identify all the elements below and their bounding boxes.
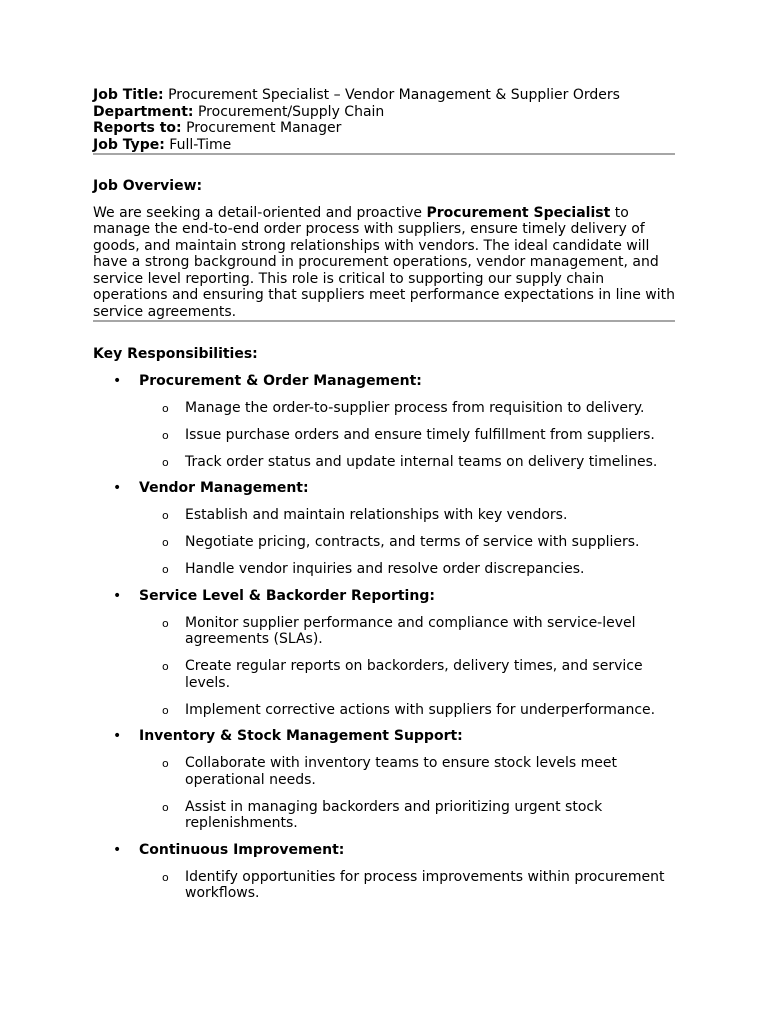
responsibility-section xyxy=(93,480,675,578)
hollow-bullet-icon: o xyxy=(162,800,169,814)
reports-to-line xyxy=(93,120,675,137)
list-item xyxy=(139,702,675,719)
responsibility-items xyxy=(139,755,675,832)
list-item-text: Issue purchase orders and ensure timely fulfillment from suppliers. xyxy=(185,426,655,443)
responsibility-section-title: Service Level & Backorder Reporting: xyxy=(139,587,435,604)
list-item xyxy=(139,869,675,902)
overview-heading: Job Overview: xyxy=(93,178,203,194)
list-item-text: Track order status and update internal teams on delivery timelines. xyxy=(185,453,658,470)
list-item-text: Collaborate with inventory teams to ensure stock levels meet operational needs. xyxy=(185,755,617,788)
list-item-text: Establish and maintain relationships with key vendors. xyxy=(185,507,568,523)
list-item-text: Implement corrective actions with suppliers for underperformance. xyxy=(185,701,656,718)
list-item-text: Manage the order-to-supplier process from requisition to delivery. xyxy=(185,399,645,416)
responsibility-section xyxy=(93,728,675,832)
responsibility-section-title: Continuous Improvement: xyxy=(139,841,345,858)
responsibility-section-title: Inventory & Stock Management Support: xyxy=(139,728,463,744)
list-item xyxy=(139,507,675,524)
hollow-bullet-icon: o xyxy=(162,536,169,549)
job-type-line xyxy=(93,137,675,154)
responsibility-section-title: Vendor Management: xyxy=(139,480,309,496)
hollow-bullet-icon: o xyxy=(162,428,169,442)
list-item xyxy=(139,534,675,551)
reports-to-value: Procurement Manager xyxy=(181,120,342,136)
responsibilities-heading: Key Responsibilities: xyxy=(93,346,258,362)
divider xyxy=(93,320,675,322)
overview-text-start: We are seeking a detail-oriented and proactive xyxy=(93,204,427,221)
hollow-bullet-icon: o xyxy=(162,703,169,717)
department-value: Procurement/Supply Chain xyxy=(193,103,385,120)
list-item-text: Create regular reports on backorders, delivery times, and service levels. xyxy=(185,658,643,691)
job-title-value: Procurement Specialist – Vendor Management & Supplier Orders xyxy=(163,87,620,103)
list-item xyxy=(139,799,675,832)
responsibility-section xyxy=(93,588,675,719)
responsibility-section xyxy=(93,842,675,902)
hollow-bullet-icon: o xyxy=(162,563,169,576)
hollow-bullet-icon: o xyxy=(162,757,169,770)
job-title-line xyxy=(93,87,675,104)
list-item xyxy=(139,561,675,578)
divider xyxy=(93,153,675,155)
job-type-value: Full-Time xyxy=(164,136,232,153)
reports-to-label: Reports to: xyxy=(93,120,182,136)
overview-text-end: to manage the end-to-end order process with suppliers, ensure timely delivery of goods, and maintain strong relationships with vendors. The ideal candidate will have a strong background in procurement operations, vendor management, and service level reporting. This role is critical to supporting our supply chain operations and ensuring that suppliers meet performance expectations in line with service agreements. xyxy=(93,204,675,320)
bullet-icon: • xyxy=(113,480,122,496)
hollow-bullet-icon: o xyxy=(162,616,169,630)
department-label: Department: xyxy=(93,103,194,120)
bullet-icon: • xyxy=(113,372,122,389)
list-item-text: Negotiate pricing, contracts, and terms of service with suppliers. xyxy=(185,534,640,550)
responsibility-items xyxy=(139,400,675,471)
list-item xyxy=(139,454,675,471)
list-item xyxy=(139,615,675,648)
responsibility-items xyxy=(139,615,675,719)
overview-role-name: Procurement Specialist xyxy=(426,204,611,221)
list-item xyxy=(139,400,675,417)
bullet-icon: • xyxy=(113,587,122,604)
job-type-label: Job Type: xyxy=(93,136,165,153)
list-item-text: Assist in managing backorders and prioritizing urgent stock replenishments. xyxy=(185,798,603,831)
hollow-bullet-icon: o xyxy=(162,455,169,469)
bullet-icon: • xyxy=(113,841,122,858)
list-item xyxy=(139,427,675,444)
responsibilities-list xyxy=(93,373,675,902)
responsibility-items xyxy=(139,507,675,578)
list-item xyxy=(139,658,675,691)
list-item-text: Monitor supplier performance and compliance with service-level agreements (SLAs). xyxy=(185,614,636,647)
job-title-label: Job Title: xyxy=(93,87,164,103)
hollow-bullet-icon: o xyxy=(162,401,169,415)
list-item-text: Handle vendor inquiries and resolve order discrepancies. xyxy=(185,561,585,577)
responsibility-items xyxy=(139,869,675,902)
hollow-bullet-icon: o xyxy=(162,870,169,884)
responsibility-section-title: Procurement & Order Management: xyxy=(139,372,422,389)
bullet-icon: • xyxy=(113,728,122,744)
hollow-bullet-icon: o xyxy=(162,509,169,522)
department-line xyxy=(93,104,675,121)
responsibility-section xyxy=(93,373,675,471)
hollow-bullet-icon: o xyxy=(162,660,169,673)
list-item xyxy=(139,755,675,788)
overview-paragraph xyxy=(93,205,675,321)
list-item-text: Identify opportunities for process improvements within procurement workflows. xyxy=(185,868,665,901)
job-description xyxy=(93,87,675,902)
